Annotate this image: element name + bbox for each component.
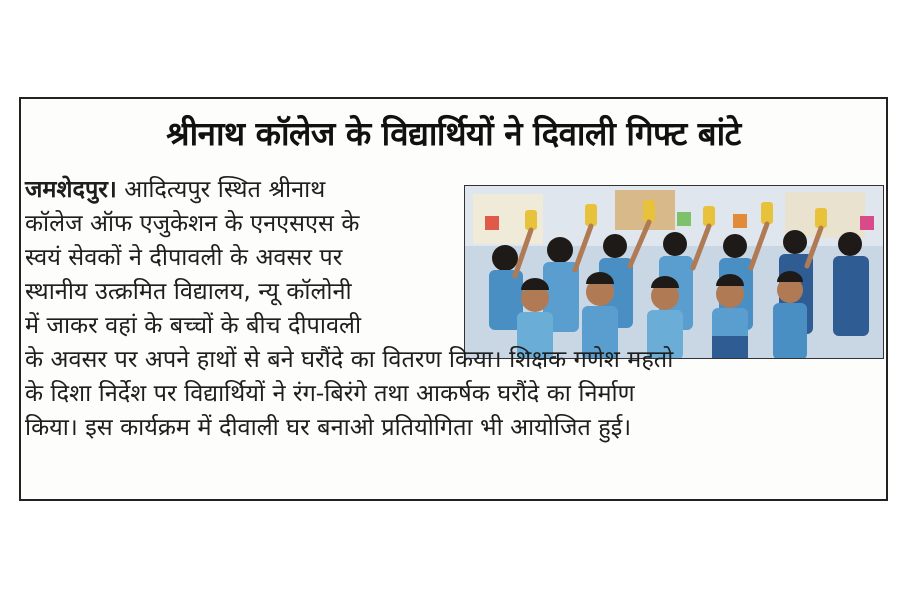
article-line-6: के अवसर पर अपने हाथों से बने घरौंदे का वितरण किया। शिक्षक गणेश महतो [25,345,674,373]
newspaper-clipping [19,97,888,501]
article-line-7: के दिशा निर्देश पर विद्यार्थियों ने रंग-बिरंगे तथा आकर्षक घरौंदे का निर्माण [25,379,635,407]
article-line-4: स्थानीय उत्क्रमित विद्यालय, न्यू कॉलोनी [25,277,352,305]
article-line-8: किया। इस कार्यक्रम में दीवाली घर बनाओ प्रतियोगिता भी आयोजित हुई। [25,413,632,441]
article-line-1 [25,172,361,206]
article-body-top [25,172,361,342]
article-line-3: स्वयं सेवकों ने दीपावली के अवसर पर [25,243,343,271]
article-body-bottom [25,342,673,444]
article-headline: श्रीनाथ कॉलेज के विद्यार्थियों ने दिवाली गिफ्ट बांटे [166,114,741,153]
article-dateline: जमशेदपुर। [25,175,117,203]
article-line-5: में जाकर वहां के बच्चों के बीच दीपावली [25,311,362,339]
article-line-1-text: आदित्यपुर स्थित श्रीनाथ [116,175,326,203]
group-photo-students-icon [465,186,884,359]
article-photo [464,185,884,359]
article-line-2: कॉलेज ऑफ एजुकेशन के एनएसएस के [25,209,360,237]
